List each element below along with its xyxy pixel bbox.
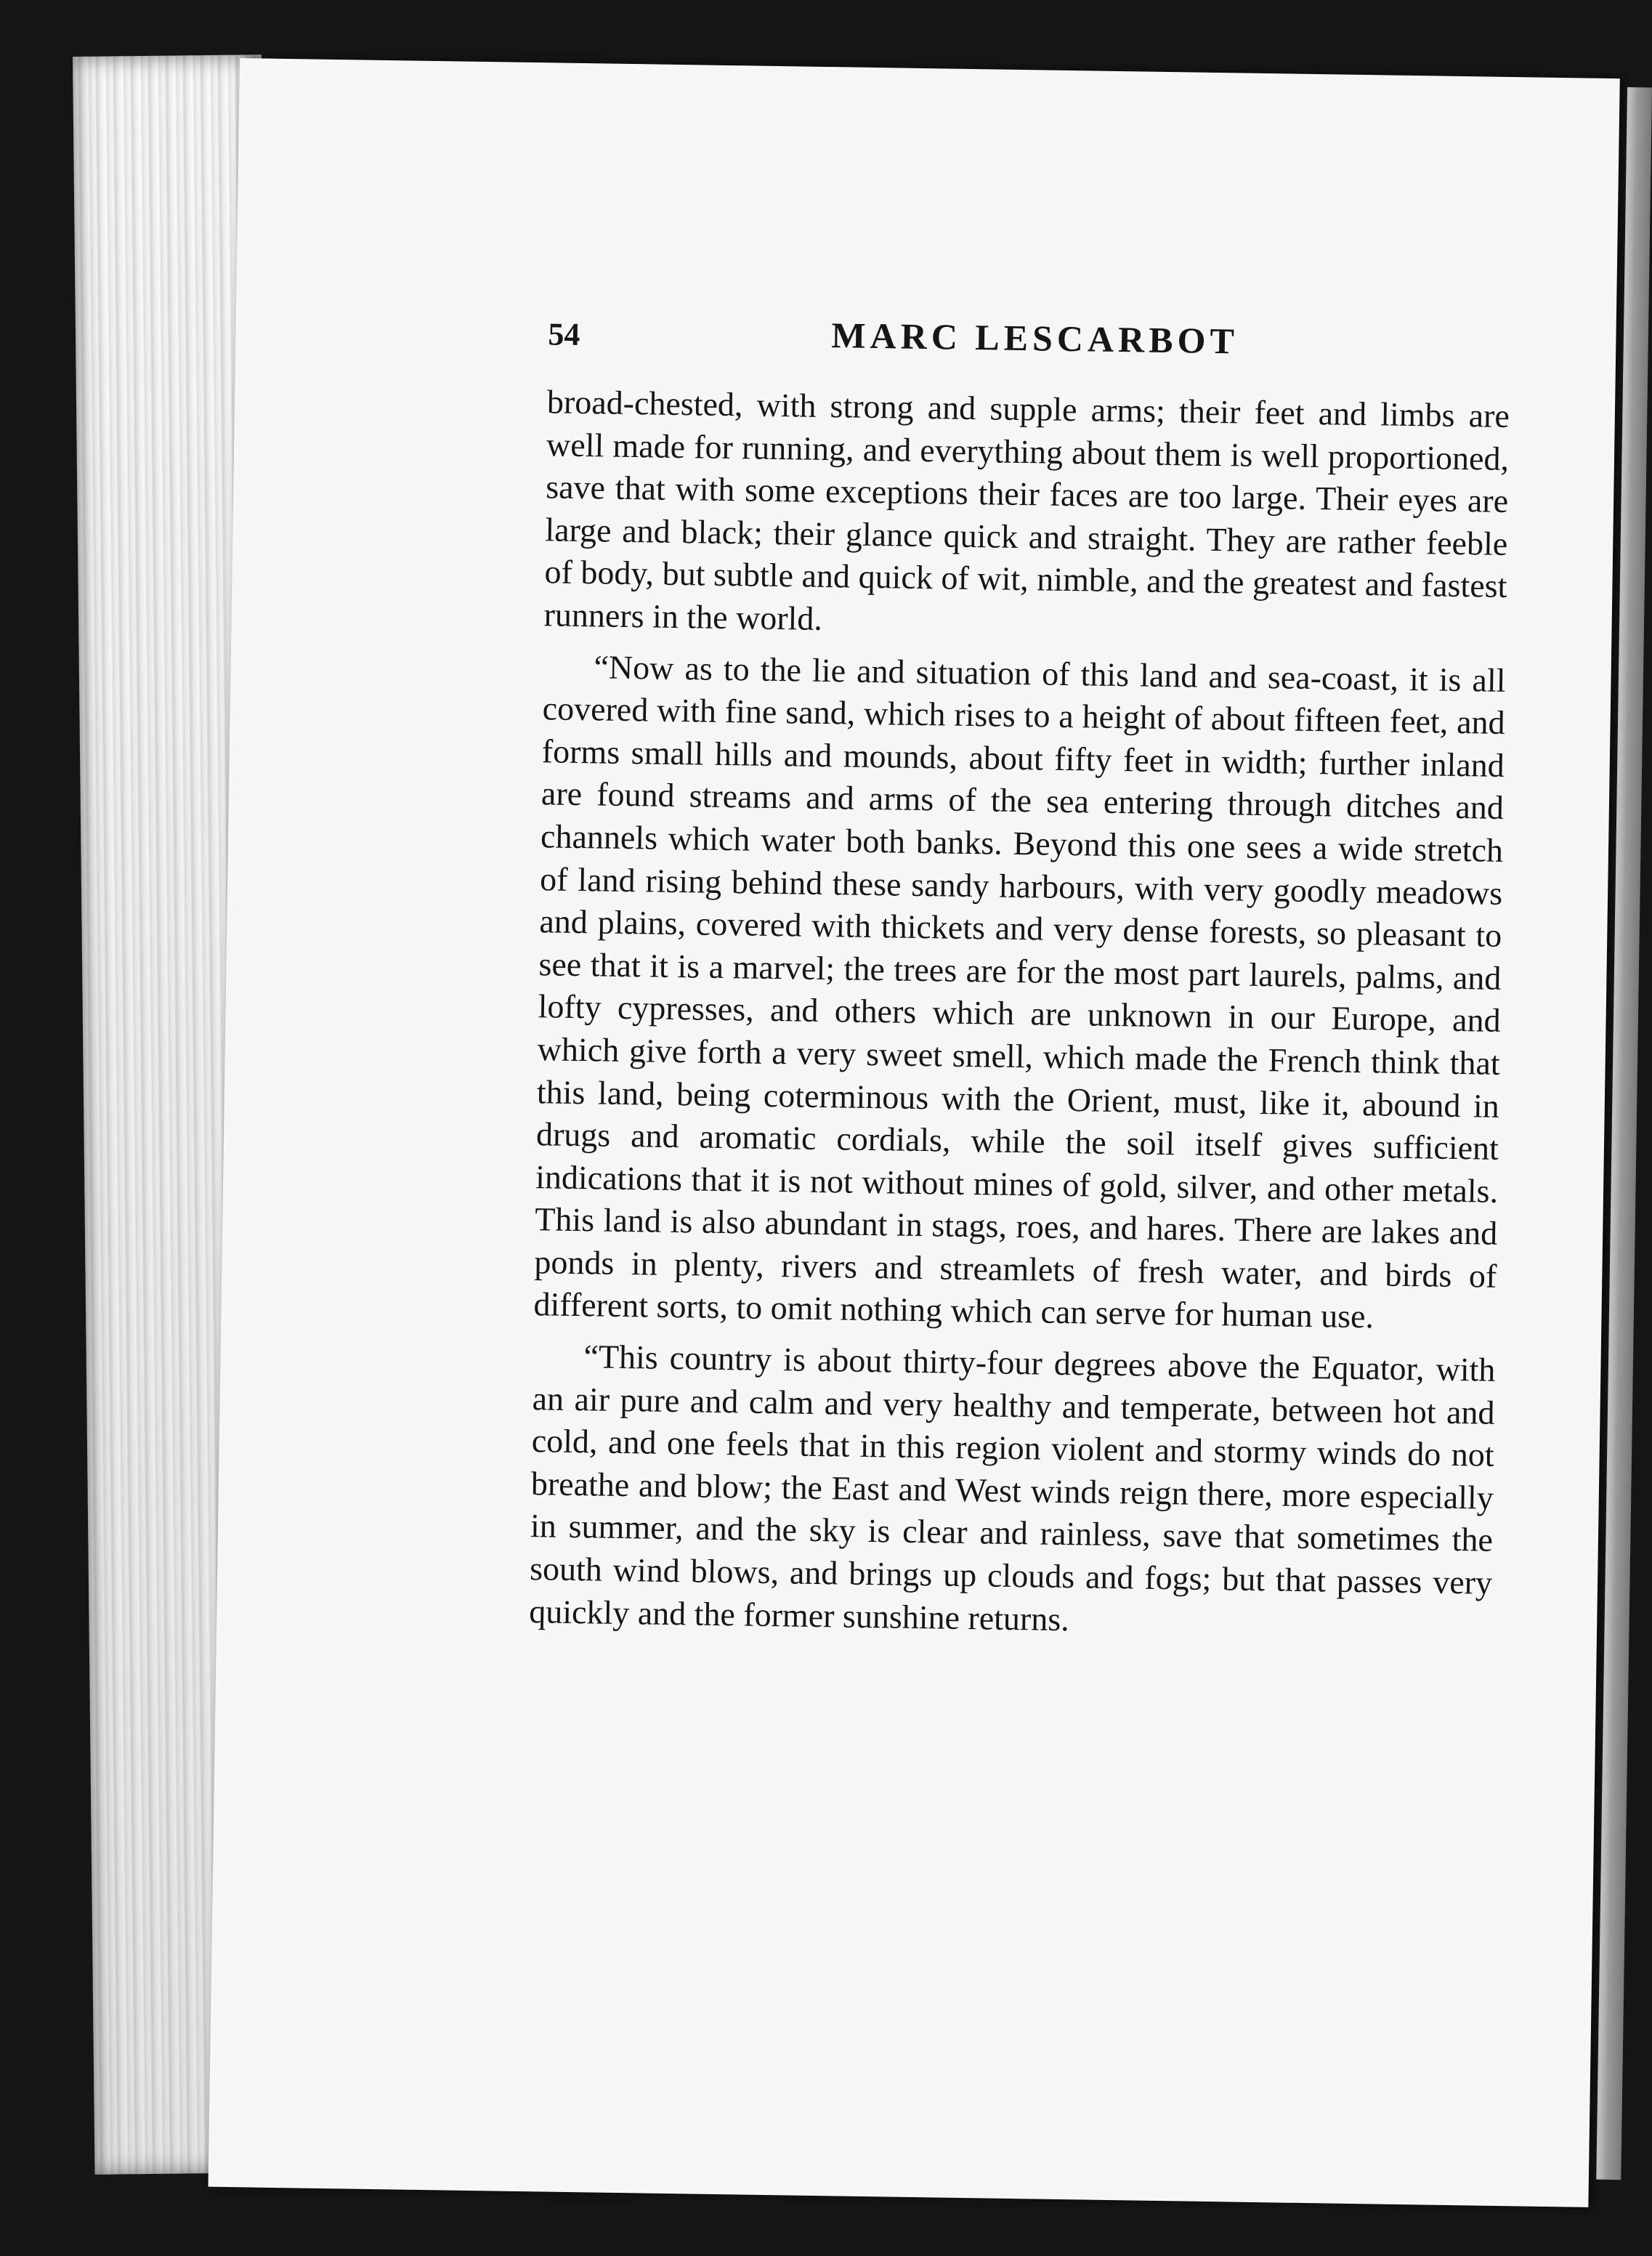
page-number: 54 <box>548 316 580 352</box>
text-block <box>529 310 1511 1647</box>
paragraph-3: “This country is about thirty-four degrees above the Equator, with an air pure and calm and very healthy and temperate, between hot and cold, and one feels that in this region violent and stormy winds do not breathe and blow; the East and West winds reign there, more especially in summer, and the sky is clear and rainless, save that sometimes the south wind blows, and brings up clouds and fogs; but that passes very quickly and the former sunshine returns. <box>528 1338 1496 1638</box>
paragraph-1: broad-chested, with strong and supple arms; their feet and limbs are well made for running, and everything about them is well proportioned, save that with some exceptions their faces are too large. Their eyes are large and black; their glance quick and straight. They are rather feeble of body, but subtle and quick of wit, nimble, and the greatest and fastest runners in the world. <box>543 383 1510 637</box>
book-page <box>208 58 1620 2207</box>
running-title: MARC LESCARBOT <box>831 315 1239 362</box>
running-head <box>548 310 1511 382</box>
paragraph-2: “Now as to the lie and situation of this land and sea-coast, it is all covered with fine sand, which rises to a height of about fifteen feet, and forms small hills and mounds, about fifty feet in width; further inland are found streams and arms of the sea entering through ditches and channels which water both banks. Beyond this one sees a wide stretch of land rising behind these sandy harbours, with very goodly meadows and plains, covered with thickets and very dense forests, so pleasant to see that it is a marvel; the trees are for the most part laurels, palms, and lofty cypresses, and others which are unknown in our Europe, and which give forth a very sweet smell, which made the French think that this land, being coterminous with the Orient, must, like it, abound in drugs and aromatic cordials, while the soil itself gives sufficient indications that it is not without mines of gold, silver, and other metals. This land is also abundant in stags, roes, and hares. There are lakes and ponds in plenty, rivers and streamlets of fresh water, and birds of different sorts, to omit nothing which can serve for human use. <box>533 647 1506 1335</box>
